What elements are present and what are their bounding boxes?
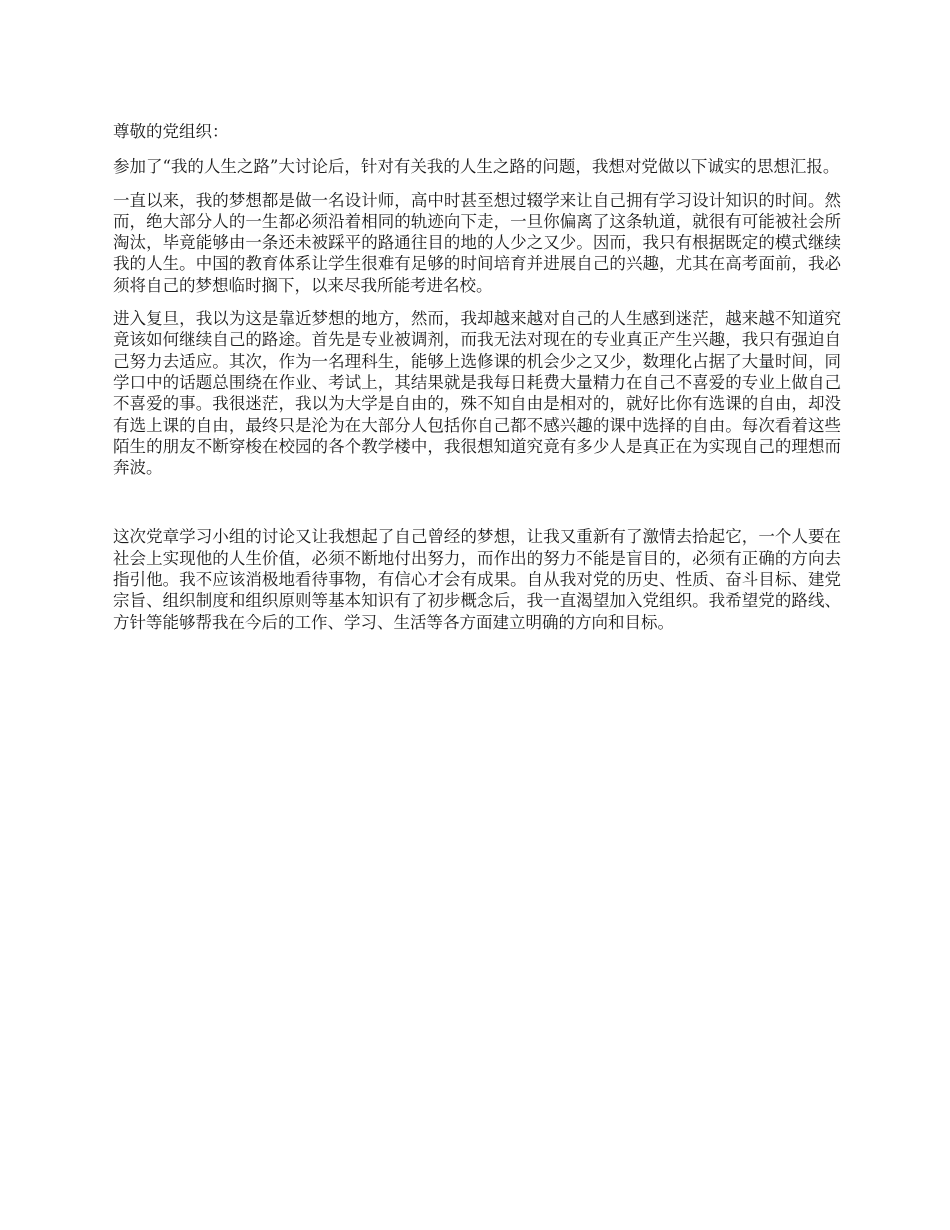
salutation: 尊敬的党组织： [113,122,229,141]
paragraph-conclusion: 这次党章学习小组的讨论又让我想起了自己曾经的梦想，让我又重新有了激情去拾起它，一个人要在社会上实现他的人生价值，必须不断地付出努力，而作出的努力不能是盲目的，必须有正确的方向去指引他。我不应该消极地看待事物，有信心才会有成果。自从我对党的历史、性质、奋斗目标、建党宗旨、组织制度和组织原则等基本知识有了初步概念后，我一直渴望加入党组织。我希望党的路线、方针等能够帮我在今后的工作、学习、生活等各方面建立明确的方向和目标。 [113,527,841,632]
paragraph-intro: 参加了“我的人生之路”大讨论后，针对有关我的人生之路的问题，我想对党做以下诚实的思想汇报。 [113,157,840,177]
paragraph-dream: 一直以来，我的梦想都是做一名设计师，高中时甚至想过辍学来让自己拥有学习设计知识的时间。然而，绝大部分人的一生都必须沿着相同的轨迹向下走，一旦你偏离了这条轨道，就很有可能被社会所淘汰，毕竟能够由一条还未被踩平的路通往目的地的人少之又少。因而，我只有根据既定的模式继续我的人生。中国的教育体系让学生很难有足够的时间培育并进展自己的兴趣，尤其在高考面前，我必须将自己的梦想临时搁下，以来尽我所能考进名校。 [113,190,841,295]
document-body [113,121,841,645]
paragraph-fudan: 进入复旦，我以为这是靠近梦想的地方，然而，我却越来越对自己的人生感到迷茫，越来越不知道究竟该如何继续自己的路途。首先是专业被调剂，而我无法对现在的专业真正产生兴趣，我只有强迫自己努力去适应。其次，作为一名理科生，能够上选修课的机会少之又少，数理化占据了大量时间，同学口中的话题总围绕在作业、考试上，其结果就是我每日耗费大量精力在自己不喜爱的专业上做自己不喜爱的事。我很迷茫，我以为大学是自由的，殊不知自由是相对的，就好比你有选课的自由，却没有选上课的自由，最终只是沦为在大部分人包括你自己都不感兴趣的课中选择的自由。每次看着这些陌生的朋友不断穿梭在校园的各个教学楼中，我很想知道究竟有多少人是真正在为实现自己的理想而奔波。 [113,309,841,478]
